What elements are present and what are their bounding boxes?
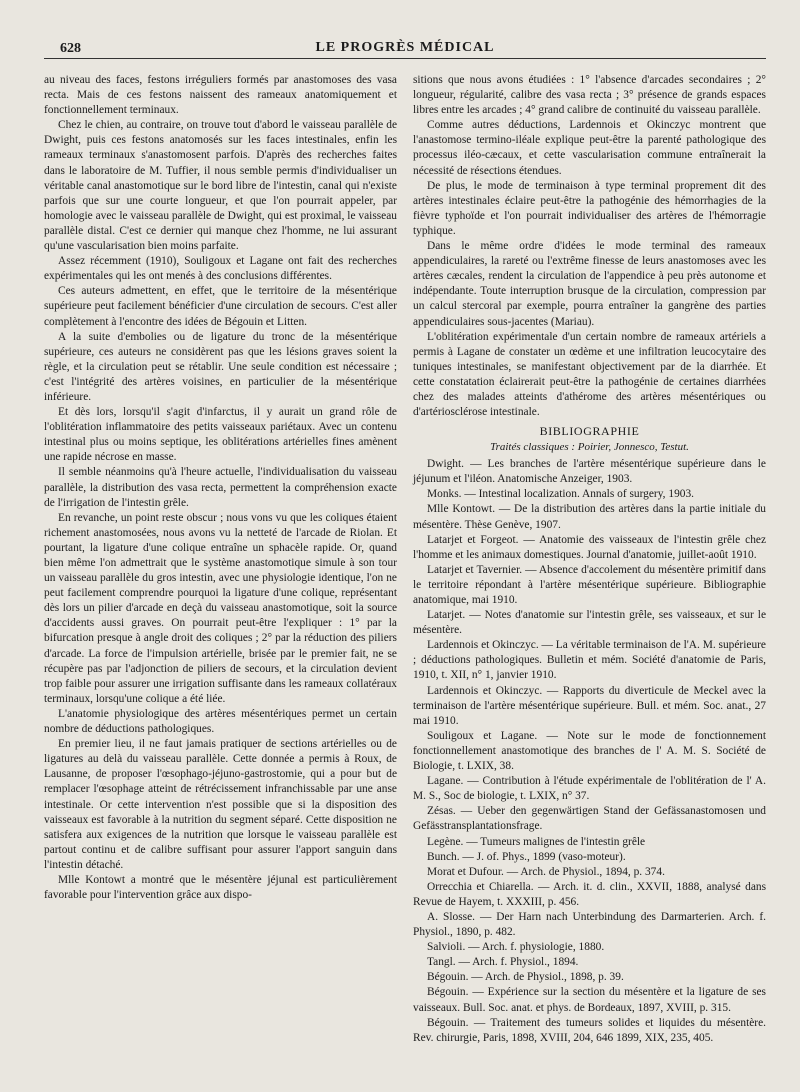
page-header bbox=[44, 38, 766, 59]
right-column bbox=[413, 73, 766, 1046]
paragraph: L'oblitération expérimentale d'un certain nombre de rameaux artériels a permis à Lagane de constater un œdème et une infiltration leucocytaire des tuniques intestinales, se manifestant objectivement par de la diarrhée. Et cette constatation éclairerait peut-être la pathogénie de certaines diarrhées chez des malades atteints d'athérome des artères mésentériques ou d'artériosclérose intestinale. bbox=[413, 330, 766, 419]
paragraph: Chez le chien, au contraire, on trouve tout d'abord le vaisseau parallèle de Dwight, puis ces festons anatomosés sur les faces intestinales, enfin les rameaux terminaux s'anastomosent parfois. D'après des recherches faites dans le laboratoire de M. Tuffier, il nous semble permis d'individualiser un véritable canal anastomotique sur le bord libre de l'intestin, canal qui n'existe parfois que sur une courte longueur, et que l'on pourrait appeler, par homologie avec le vaisseau parallèle de Dwight, qui est proximal, le vaisseau parallèle distal. C'est ce dernier qui manque chez l'homme, ne lui assurant qu'une vascularisation bien moins parfaite. bbox=[44, 119, 397, 253]
bibliography-entry: Souligoux et Lagane. — Note sur le mode de fonctionnement fonctionnellement anastomotique des branches de l' A. M. S. Société de Biologie, t. LXIX, 38. bbox=[413, 729, 766, 773]
bibliography-entry: Latarjet et Tavernier. — Absence d'accolement du mésentère primitif dans le territoire répondant à l'artère mésentérique supérieure. Bibliographie anatomique, mai 1910. bbox=[413, 563, 766, 606]
journal-title: LE PROGRÈS MÉDICAL bbox=[315, 40, 495, 55]
bibliography-entry: Mlle Kontowt. — De la distribution des artères dans la partie initiale du mésentère. Thèse Genève, 1907. bbox=[413, 503, 766, 531]
paragraph: Il semble néanmoins qu'à l'heure actuelle, l'individualisation du vaisseau parallèle, la distribution des vasa recta, permettent la compréhension exacte de l'irrigation de l'intestin grêle. bbox=[44, 466, 397, 509]
paragraph: Mlle Kontowt a montré que le mésentère jéjunal est particulièrement favorable pour l'intervention grâce aux dispo- bbox=[44, 873, 397, 902]
paragraph: Comme autres déductions, Lardennois et Okinczyc montrent que l'anastomose termino-iléale explique peut-être la parenté pathologique des processus iléo-cæcaux, et cette vascularisation commune entraînerait la nécessité de résections étendues. bbox=[413, 119, 766, 177]
bibliography-entry: Bunch. — J. of. Phys., 1899 (vaso-moteur). bbox=[427, 850, 626, 863]
bibliography-entry: Bégouin. — Expérience sur la section du mésentère et la ligature de ses vaisseaux. Bull. Soc. anat. et phys. de Bordeaux, 1897, XVIII, p. 315. bbox=[413, 986, 766, 1014]
paragraph: au niveau des faces, festons irréguliers formés par anastomoses des vasa recta. Mais de ces festons naissent des rameaux anatomiquement et fonctionnellement terminaux. bbox=[44, 74, 397, 117]
bibliography-heading: BIBLIOGRAPHIE bbox=[539, 424, 640, 439]
paragraph: Et dès lors, lorsqu'il s'agit d'infarctus, il y aurait un grand rôle de l'oblitération inflammatoire des petits vaisseaux pariétaux. Avec un contenu intestinal plus ou moins septique, les oblitérations artérielles fines amènent une rapide nécrose en masse. bbox=[44, 406, 397, 464]
bibliography-entry: A. Slosse. — Der Harn nach Unterbindung des Darmarterien. Arch. f. Physiol., 1890, p. 482. bbox=[413, 910, 766, 939]
bibliography-entry: Salvioli. — Arch. f. physiologie, 1880. bbox=[427, 941, 605, 954]
paragraph: Assez récemment (1910), Souligoux et Lagane ont fait des recherches expérimentales qui les ont menés à des conclusions différentes. bbox=[44, 255, 397, 283]
paragraph: Dans le même ordre d'idées le mode terminal des rameaux appendiculaires, la rareté ou l'extrême finesse de leurs anastomoses avec les artères cæcales, rendent la circulation de l'appendice à peu près autonome et indépendante. Toute interruption brusque de la circulation, compression par un calcul stercoral par exemple, pourra entraîner la gangrène des parties appendiculaires sous-jacentes (Mariau). bbox=[413, 240, 766, 328]
bibliography-entry: Orrecchia et Chiarella. — Arch. it. d. clin., XXVII, 1888, analysé dans Revue de Hayem, t. XXXIII, p. 456. bbox=[413, 880, 766, 908]
left-column bbox=[44, 73, 397, 1046]
right-column-body bbox=[413, 73, 766, 420]
bibliography-list bbox=[413, 457, 766, 1046]
text-columns bbox=[44, 73, 766, 1046]
page-number: 628 bbox=[60, 41, 81, 56]
paragraph: En revanche, un point reste obscur ; nous vons vu que les coliques étaient richement anastomosées, nous avons vu la netteté de l'arcade de Riolan. Et pourtant, la ligature d'une colique entraîne un sphacèle rapide. Or, quand bien même l'on admettrait que le système anastomotique simule à son tour un vaisseau parallèle du gros intestin, avec une physiologie identique, l'on ne peut facilement comprendre pourquoi la ligature d'une colique, représentant dès lors un pilier d'arcade en deçà du vaisseau anastomotique, soit la source d'accidents aussi graves. On pourrait peut-être l'expliquer : 1° par la bifurcation presque à angle droit des coliques ; 2° par la réduction des piliers d'arcade. La force de l'impulsion artérielle, brisée par le premier fait, ne se récupère pas par l'adjonction de piliers de secours, et la circulation devient trop faible pour assurer une irrigation suffisante dans les rameaux collatéraux terminaux, lorsqu'une colique a été liée. bbox=[44, 511, 397, 705]
paragraph: sitions que nous avons étudiées : 1° l'absence d'arcades secondaires ; 2° longueur, régularité, calibre des vasa recta ; 3° présence de grands espaces libres entre les arcades ; 4° grand calibre de continuité du vaisseau parallèle. bbox=[413, 74, 766, 117]
bibliography-entry: Latarjet. — Notes d'anatomie sur l'intestin grêle, ses vaisseaux, et sur le mésentère. bbox=[413, 609, 766, 637]
bibliography-entry: Latarjet et Forgeot. — Anatomie des vaisseaux de l'intestin grêle chez l'homme et les animaux domestiques. Journal d'anatomie, juillet-août 1910. bbox=[413, 533, 766, 561]
bibliography-entry: Dwight. — Les branches de l'artère mésentérique supérieure dans le jéjunum et l'iléon. Anatomische Anzeiger, 1903. bbox=[413, 458, 766, 486]
paragraph: A la suite d'embolies ou de ligature du tronc de la mésentérique supérieure, ces auteurs ne considèrent pas que les lésions graves soient la règle, et la circulation peut se rétablir. Une seule condition est nécessaire ; c'est l'intégrité des artères voisines, en particulier de la mésentérique inférieure. bbox=[44, 330, 397, 403]
bibliography-entry: Lardennois et Okinczyc. — La véritable terminaison de l'A. M. supérieure ; déductions pathologiques. Bulletin et mém. Société d'anatomie de Paris, 1910, t. XII, n° 1, janvier 1910. bbox=[413, 639, 766, 682]
paragraph: De plus, le mode de terminaison à type terminal proprement dit des artères intestinales éclaire peut-être la pathogénie des hémorrhagies de la fièvre typhoïde et l'on pourrait individualiser des artères de l'hémorragie typhique. bbox=[413, 179, 766, 237]
paragraph: L'anatomie physiologique des artères mésentériques permet un certain nombre de déductions pathologiques. bbox=[44, 707, 397, 736]
paragraph: En premier lieu, il ne faut jamais pratiquer de sections artérielles ou de ligatures au delà du vaisseau parallèle. Cette donnée a permis à Roux, de Lausanne, de proposer l'œsophago-jéjuno-gastrostomie, qui a pour but de remplacer l'œsophage atteint de rétrécissement infranchissable par une anse intestinale. Or cette intervention n'est possible que si la disposition des vaisseaux est favorable à la nutrition du segment séparé. Cette disposition ne satisfera aux exigences de la nutrition que lorsque le vaisseau parallèle est partout continu et de calibre suffisant pour assurer l'apport sanguin dans l'intestin détaché. bbox=[44, 738, 397, 871]
bibliography-entry: Legène. — Tumeurs malignes de l'intestin grêle bbox=[427, 835, 646, 848]
bibliography-entry: Tangl. — Arch. f. Physiol., 1894. bbox=[427, 956, 579, 969]
bibliography-subheading: Traités classiques : Poirier, Jonnesco, Testut. bbox=[490, 441, 689, 454]
bibliography-entry: Bégouin. — Traitement des tumeurs solides et liquides du mésentère. Rev. chirurgie, Paris, 1898, XVIII, 204, 646 1899, XIX, 235, 405. bbox=[413, 1016, 766, 1044]
bibliography-entry: Lagane. — Contribution à l'étude expérimentale de l'oblitération de l' A. M. S., Soc de biologie, t. LXIX, n° 37. bbox=[413, 775, 766, 803]
bibliography-entry: Bégouin. — Arch. de Physiol., 1898, p. 39. bbox=[427, 971, 624, 984]
bibliography-entry: Morat et Dufour. — Arch. de Physiol., 1894, p. 374. bbox=[427, 865, 665, 878]
bibliography-entry: Monks. — Intestinal localization. Annals of surgery, 1903. bbox=[427, 488, 695, 501]
bibliography-entry: Lardennois et Okinczyc. — Rapports du diverticule de Meckel avec la terminaison de l'artère mésentérique supérieure. Bull. et mém. Soc. anat., 27 mai 1910. bbox=[413, 684, 766, 727]
bibliography-entry: Zésas. — Ueber den gegenwärtigen Stand der Gefässanastomosen und Gefässtransplantationsfrage. bbox=[413, 805, 766, 833]
paragraph: Ces auteurs admettent, en effet, que le territoire de la mésentérique supérieure peut facilement bénéficier d'une circulation de secours. C'est aller complètement à l'encontre des idées de Bégouin et Litten. bbox=[44, 285, 397, 328]
